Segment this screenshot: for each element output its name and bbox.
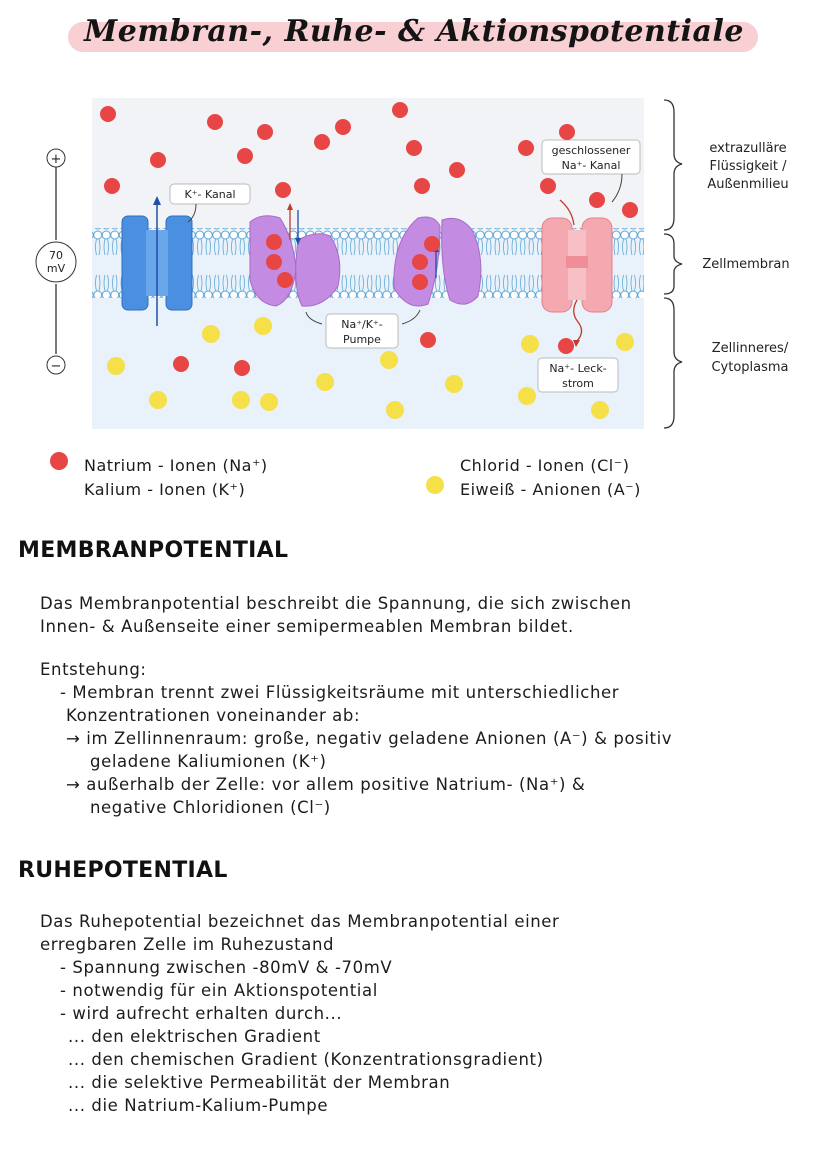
red-ion: [412, 274, 428, 290]
yellow-ion: [107, 357, 125, 375]
svg-text:Na⁺- Leck-: Na⁺- Leck-: [549, 362, 607, 375]
legend-red: [84, 454, 268, 502]
red-ion: [518, 140, 534, 156]
red-ion: [540, 178, 556, 194]
red-ion: [406, 140, 422, 156]
red-ion: [622, 202, 638, 218]
mp-def-2: Innen- & Außenseite einer semipermeablen Membran bildet.: [40, 617, 574, 636]
svg-text:Pumpe: Pumpe: [343, 333, 381, 346]
red-ion: [275, 182, 291, 198]
legend-yellow-dot: [426, 476, 444, 494]
legend-chlorid: Chlorid - Ionen (Cl⁻): [460, 456, 630, 475]
mp-point-1b: Konzentrationen voneinander ab:: [66, 706, 361, 725]
mp-entstehung: Entstehung:: [40, 660, 147, 679]
mp-sub-2b: negative Chloridionen (Cl⁻): [90, 798, 331, 817]
yellow-ion: [202, 325, 220, 343]
red-ion: [420, 332, 436, 348]
red-ion: [207, 114, 223, 130]
yellow-ion: [386, 401, 404, 419]
svg-text:Na⁺- Kanal: Na⁺- Kanal: [561, 159, 621, 172]
page-title: Membran-, Ruhe- & Aktionspotentiale: [84, 14, 744, 49]
yellow-ion: [380, 351, 398, 369]
svg-text:extrazulläre: extrazulläre: [709, 141, 787, 156]
rp-point-1: - Spannung zwischen -80mV & -70mV: [60, 958, 393, 977]
yellow-ion: [591, 401, 609, 419]
red-ion: [449, 162, 465, 178]
k-channel: [122, 196, 192, 326]
red-ion: [589, 192, 605, 208]
yellow-ion: [316, 373, 334, 391]
side-brackets: [664, 100, 790, 428]
yellow-ion: [149, 391, 167, 409]
legend-natrium: Natrium - Ionen (Na⁺): [84, 456, 268, 475]
heading-ruhepotential: RUHEPOTENTIAL: [18, 858, 228, 883]
voltage-scale: [36, 149, 76, 374]
rp-sub-2: ... den chemischen Gradient (Konzentrationsgradient): [68, 1050, 544, 1069]
yellow-ion: [254, 317, 272, 335]
mp-point-1a: - Membran trennt zwei Flüssigkeitsräume mit unterschiedlicher: [60, 683, 620, 702]
red-ion: [412, 254, 428, 270]
red-ion: [234, 360, 250, 376]
red-ion: [392, 102, 408, 118]
svg-text:mV: mV: [46, 262, 66, 275]
red-ion: [314, 134, 330, 150]
yellow-ion: [232, 391, 250, 409]
legend-yellow: [460, 454, 641, 502]
ruhepotential-body: [40, 910, 820, 1117]
svg-text:Na⁺/K⁺-: Na⁺/K⁺-: [341, 318, 383, 331]
svg-text:strom: strom: [562, 377, 594, 390]
svg-text:K⁺- Kanal: K⁺- Kanal: [184, 188, 236, 201]
red-ion: [559, 124, 575, 140]
svg-text:70: 70: [49, 249, 63, 262]
title-wrap: [0, 14, 828, 49]
legend-eiweiss: Eiweiß - Anionen (A⁻): [460, 480, 641, 499]
yellow-ion: [616, 333, 634, 351]
mp-sub-1a: → im Zellinnenraum: große, negativ geladene Anionen (A⁻) & positiv: [66, 729, 673, 748]
red-ion: [414, 178, 430, 194]
mp-sub-2a: → außerhalb der Zelle: vor allem positive Natrium- (Na⁺) &: [66, 775, 586, 794]
rp-sub-4: ... die Natrium-Kalium-Pumpe: [68, 1096, 329, 1115]
red-ion: [150, 152, 166, 168]
membrane-diagram: [0, 90, 828, 440]
rp-sub-3: ... die selektive Permeabilität der Membran: [68, 1073, 451, 1092]
rp-def-2: erregbaren Zelle im Ruhezustand: [40, 935, 335, 954]
rp-def-1: Das Ruhepotential bezeichnet das Membranpotential einer: [40, 912, 560, 931]
red-ion: [100, 106, 116, 122]
red-ion: [335, 119, 351, 135]
red-ion: [266, 234, 282, 250]
mp-def-1: Das Membranpotential beschreibt die Spannung, die sich zwischen: [40, 594, 632, 613]
legend-kalium: Kalium - Ionen (K⁺): [84, 480, 246, 499]
yellow-ion: [445, 375, 463, 393]
leak-label: [538, 358, 618, 392]
rp-point-2: - notwendig für ein Aktionspotential: [60, 981, 378, 1000]
red-ion: [173, 356, 189, 372]
svg-text:Flüssigkeit /: Flüssigkeit /: [709, 159, 787, 174]
rp-point-3: - wird aufrecht erhalten durch...: [60, 1004, 343, 1023]
svg-text:+: +: [50, 152, 62, 167]
red-ion: [277, 272, 293, 288]
mp-sub-1b: geladene Kaliumionen (K⁺): [90, 752, 327, 771]
svg-text:Außenmilieu: Außenmilieu: [707, 177, 789, 192]
red-ion: [558, 338, 574, 354]
svg-text:Zellmembran: Zellmembran: [702, 257, 790, 272]
red-ion: [257, 124, 273, 140]
rp-sub-1: ... den elektrischen Gradient: [68, 1027, 321, 1046]
membranpotential-body: [40, 592, 820, 819]
red-ion: [104, 178, 120, 194]
yellow-ion: [260, 393, 278, 411]
svg-text:Cytoplasma: Cytoplasma: [711, 360, 789, 375]
red-ion: [266, 254, 282, 270]
red-ion: [237, 148, 253, 164]
svg-text:Zellinneres/: Zellinneres/: [711, 341, 789, 356]
red-ion: [424, 236, 440, 252]
heading-membranpotential: MEMBRANPOTENTIAL: [18, 538, 289, 563]
svg-text:−: −: [50, 359, 62, 374]
legend-red-dot: [50, 452, 68, 470]
yellow-ion: [521, 335, 539, 353]
svg-text:geschlossener: geschlossener: [551, 144, 631, 157]
yellow-ion: [518, 387, 536, 405]
